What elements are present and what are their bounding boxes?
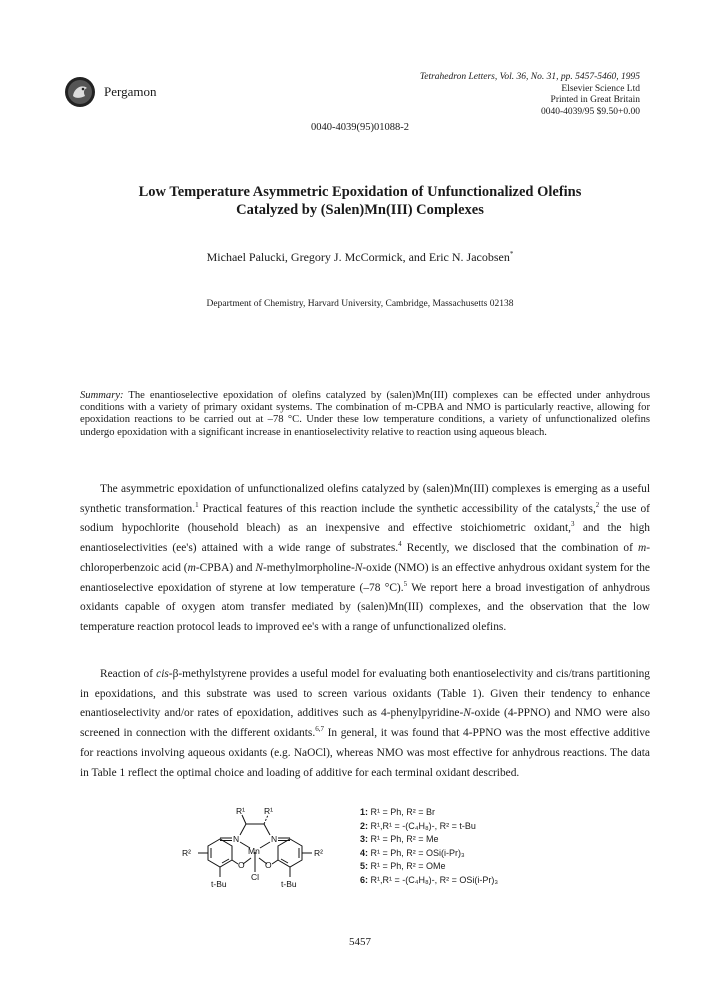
- affiliation: Department of Chemistry, Harvard University, Cambridge, Massachusetts 02138: [206, 299, 514, 309]
- ref-3: 3: [571, 520, 575, 529]
- compound-item: 6: R¹,R¹ = -(C₄H₈)-, R² = OSi(i-Pr)₃: [360, 874, 499, 885]
- journal-info: [420, 72, 640, 118]
- ref-4: 4: [398, 540, 402, 549]
- summary-text: The enantioselective epoxidation of olefins catalyzed by (salen)Mn(III) complexes can be effected under anhydrous conditions with a variety of primary oxidant systems. The combination of m-CPBA and NMO is particularly reactive, allowing for epoxidation reactions to be carried out at –78 °C. Under these low temperature conditions, a variety of unfunctionalized olefins undergo epoxidation with a significant increase in enantioselectivity relative to reaction using aqueous bleach.: [80, 390, 650, 438]
- compound-item: 3: R¹ = Ph, R² = Me: [360, 834, 439, 845]
- page-number: 5457: [349, 936, 371, 948]
- ref-5: 5: [403, 579, 408, 588]
- r1-left-label: R¹: [236, 806, 245, 816]
- paragraph-2: Reaction of cis-β-methylstyrene provides a useful model for evaluating both enantioselectivity and cis/trans partitioning in epoxidations, and this substrate was used to screen various oxidants (Table 1). Given their tendency to enhance enantioselectivity and/or rates of epoxidation, additives such as 4-phenylpyridine-N-oxide (4-PPNO) and NMO were also screened in connection with the different oxidants.$^{6,7}$ In general, it was found that 4-PPNO was the most effective additive for reactions involving aqueous oxidants (e.g. NaOCl), whereas NMO was most effective for anhydrous reactions. The data in Table 1 reflect the optimal choice and loading of additive for each terminal oxidant described.: [80, 668, 651, 779]
- ref-6-7: 6,7: [315, 725, 324, 734]
- ref-2: 2: [595, 500, 600, 509]
- compound-item: 5: R¹ = Ph, R² = OMe: [360, 861, 446, 872]
- author-list: Michael Palucki, Gregory J. McCormick, and Eric N. Jacobsen: [206, 250, 510, 264]
- r2-left-label: R²: [182, 848, 191, 858]
- printed-line: Printed in Great Britain: [550, 95, 640, 105]
- publisher-line: Elsevier Science Ltd: [561, 83, 640, 94]
- paper-title: [60, 183, 660, 219]
- compound-list: [360, 806, 498, 888]
- r1-right-label: R¹: [264, 806, 273, 816]
- ref-1: 1: [195, 500, 199, 509]
- mn-label: Mn: [248, 846, 260, 856]
- pergamon-logo: [64, 76, 96, 108]
- publisher-name: Pergamon: [104, 84, 157, 99]
- cl-label: Cl: [251, 872, 260, 882]
- compound-item: 1: R¹ = Ph, R² = Br: [360, 807, 436, 817]
- compound-item: 4: R¹ = Ph, R² = OSi(i-Pr)₃: [360, 847, 465, 858]
- corresponding-mark: *: [509, 250, 514, 258]
- paragraph-1: The asymmetric epoxidation of unfunctionalized olefins catalyzed by (salen)Mn(III) complexes is emerging as a useful synthetic transformation.$^1$ Practical features of this reaction include the synthetic accessibility of the catalysts,$^2$ the use of sodium hypochlorite (household bleach) as an inexpensive and effective stoichiometric oxidant,$^3$ and the high enantioselectivities (ee's) attained with a wide range of substrates.$^4$ Recently, we disclosed that the combination of m-chloroperbenzoic acid (m-CPBA) and N-methylmorpholine-N-oxide (NMO) is an effective anhydrous oxidant system for the enantioselective epoxidation of styrene at low temperature (–78 °C).$^5$ We report here a broad investigation of anhydrous oxidants capable of oxygen atom transfer mediated by (salen)Mn(III) complexes, and the observation that the low temperature reaction protocol leads to improved ee's with a range of unfunctionalized olefins.: [80, 483, 651, 633]
- price-line: 0040-4039/95 $9.50+0.00: [540, 106, 640, 117]
- tbu-left-label: t-Bu: [211, 879, 227, 889]
- journal-citation: Tetrahedron Letters, Vol. 36, No. 31, pp. 5457-5460, 1995: [419, 72, 640, 82]
- n-right-label: N: [271, 834, 278, 844]
- summary-label: Summary:: [80, 390, 124, 401]
- doi-code: 0040-4039(95)01088-2: [311, 122, 409, 133]
- o-right-label: O: [265, 860, 272, 870]
- summary: [80, 390, 650, 439]
- title-line-2: Catalyzed by (Salen)Mn(III) Complexes: [236, 202, 484, 218]
- r2-right-label: R²: [314, 848, 323, 858]
- tbu-right-label: t-Bu: [281, 879, 297, 889]
- o-left-label: O: [238, 860, 245, 870]
- n-left-label: N: [233, 834, 240, 844]
- compound-item: 2: R¹,R¹ = -(C₄H₈)-, R² = t-Bu: [360, 820, 476, 831]
- authors: [0, 250, 720, 265]
- salen-mn-structure: [160, 802, 350, 912]
- title-line-1: Low Temperature Asymmetric Epoxidation of Unfunctionalized Olefins: [138, 184, 582, 200]
